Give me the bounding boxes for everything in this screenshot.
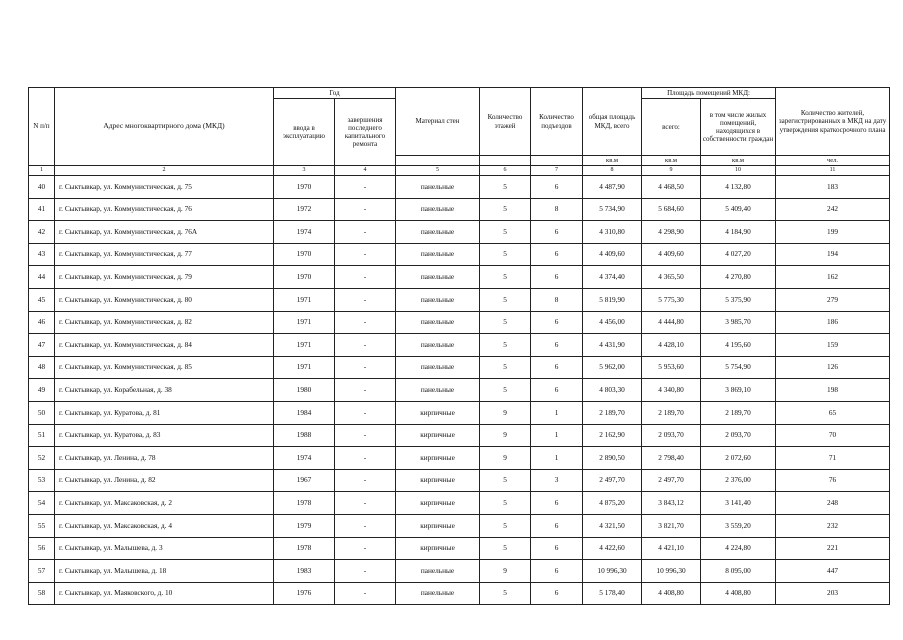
table-row — [29, 537, 890, 560]
cell-entrances: 1 — [531, 401, 583, 424]
table-row — [29, 221, 890, 244]
cell-wall-material: панельные — [396, 221, 480, 244]
cell-row-number: 51 — [29, 424, 55, 447]
cell-floors: 5 — [480, 334, 531, 357]
cell-entrances: 6 — [531, 221, 583, 244]
cell-year-commission: 1972 — [274, 198, 335, 221]
cell-total-area: 4 803,30 — [583, 379, 642, 402]
cell-premises-residential: 4 132,80 — [701, 176, 776, 199]
unit-cell — [480, 156, 531, 166]
table-row — [29, 243, 890, 266]
header-num: N п/п — [29, 88, 55, 166]
header-wall-material: Материал стен — [396, 88, 480, 156]
cell-premises-residential: 4 027,20 — [701, 243, 776, 266]
cell-row-number: 52 — [29, 447, 55, 470]
cell-premises-total: 2 189,70 — [642, 401, 701, 424]
cell-premises-residential: 5 754,90 — [701, 356, 776, 379]
cell-floors: 5 — [480, 243, 531, 266]
cell-row-number: 58 — [29, 582, 55, 605]
cell-entrances: 6 — [531, 311, 583, 334]
cell-year-repair: - — [335, 582, 396, 605]
cell-floors: 5 — [480, 221, 531, 244]
cell-row-number: 55 — [29, 514, 55, 537]
cell-year-repair: - — [335, 514, 396, 537]
cell-address: г. Сыктывкар, ул. Маяковского, д. 10 — [55, 582, 274, 605]
cell-residents: 242 — [776, 198, 890, 221]
header-premises-residential: в том числе жилых помещений, находящихся в собственности граждан — [701, 99, 776, 156]
header-floors: Количество этажей — [480, 88, 531, 156]
header-entrances: Количество подъездов — [531, 88, 583, 156]
cell-address: г. Сыктывкар, ул. Коммунистическая, д. 82 — [55, 311, 274, 334]
cell-premises-total: 10 996,30 — [642, 560, 701, 583]
unit-premises-total: кв.м — [642, 156, 701, 166]
unit-total-area: кв.м — [583, 156, 642, 166]
cell-premises-residential: 2 189,70 — [701, 401, 776, 424]
cell-floors: 5 — [480, 582, 531, 605]
cell-total-area: 2 162,90 — [583, 424, 642, 447]
unit-cell — [396, 156, 480, 166]
table-row — [29, 356, 890, 379]
cell-floors: 9 — [480, 560, 531, 583]
cell-entrances: 8 — [531, 288, 583, 311]
cell-premises-residential: 5 409,40 — [701, 198, 776, 221]
cell-floors: 5 — [480, 492, 531, 515]
cell-total-area: 2 890,50 — [583, 447, 642, 470]
cell-year-commission: 1971 — [274, 334, 335, 357]
column-number: 2 — [55, 166, 274, 176]
cell-total-area: 4 422,60 — [583, 537, 642, 560]
cell-year-repair: - — [335, 356, 396, 379]
cell-year-repair: - — [335, 334, 396, 357]
cell-year-commission: 1974 — [274, 447, 335, 470]
cell-wall-material: панельные — [396, 266, 480, 289]
cell-row-number: 44 — [29, 266, 55, 289]
cell-entrances: 6 — [531, 537, 583, 560]
cell-year-repair: - — [335, 492, 396, 515]
table-row — [29, 311, 890, 334]
column-number: 1 — [29, 166, 55, 176]
cell-year-repair: - — [335, 469, 396, 492]
cell-address: г. Сыктывкар, ул. Максаковская, д. 2 — [55, 492, 274, 515]
cell-row-number: 41 — [29, 198, 55, 221]
cell-floors: 5 — [480, 198, 531, 221]
unit-residents: чел. — [776, 156, 890, 166]
table-row — [29, 401, 890, 424]
table-row — [29, 198, 890, 221]
cell-total-area: 10 996,30 — [583, 560, 642, 583]
cell-entrances: 6 — [531, 266, 583, 289]
header-address: Адрес многоквартирного дома (МКД) — [55, 88, 274, 166]
cell-wall-material: панельные — [396, 560, 480, 583]
cell-floors: 5 — [480, 266, 531, 289]
cell-row-number: 56 — [29, 537, 55, 560]
cell-entrances: 6 — [531, 379, 583, 402]
cell-total-area: 4 487,90 — [583, 176, 642, 199]
cell-premises-total: 2 093,70 — [642, 424, 701, 447]
apartment-buildings-table — [28, 87, 890, 605]
cell-year-repair: - — [335, 221, 396, 244]
cell-address: г. Сыктывкар, ул. Куратова, д. 81 — [55, 401, 274, 424]
table-row — [29, 266, 890, 289]
cell-floors: 5 — [480, 176, 531, 199]
table-row — [29, 492, 890, 515]
header-year-repair: завершения последнего капитального ремонта — [335, 99, 396, 166]
cell-wall-material: кирпичные — [396, 514, 480, 537]
cell-residents: 194 — [776, 243, 890, 266]
cell-address: г. Сыктывкар, ул. Коммунистическая, д. 77 — [55, 243, 274, 266]
cell-residents: 159 — [776, 334, 890, 357]
cell-wall-material: кирпичные — [396, 424, 480, 447]
cell-address: г. Сыктывкар, ул. Коммунистическая, д. 80 — [55, 288, 274, 311]
cell-row-number: 49 — [29, 379, 55, 402]
cell-premises-residential: 8 095,00 — [701, 560, 776, 583]
cell-year-commission: 1971 — [274, 356, 335, 379]
cell-entrances: 6 — [531, 514, 583, 537]
table-row — [29, 582, 890, 605]
cell-total-area: 4 321,50 — [583, 514, 642, 537]
cell-residents: 183 — [776, 176, 890, 199]
cell-year-commission: 1978 — [274, 492, 335, 515]
cell-wall-material: кирпичные — [396, 492, 480, 515]
cell-entrances: 6 — [531, 334, 583, 357]
cell-address: г. Сыктывкар, ул. Куратова, д. 83 — [55, 424, 274, 447]
cell-address: г. Сыктывкар, ул. Коммунистическая, д. 84 — [55, 334, 274, 357]
cell-entrances: 6 — [531, 582, 583, 605]
cell-premises-residential: 5 375,90 — [701, 288, 776, 311]
cell-total-area: 5 962,00 — [583, 356, 642, 379]
cell-premises-residential: 2 376,00 — [701, 469, 776, 492]
cell-year-commission: 1970 — [274, 176, 335, 199]
cell-year-commission: 1983 — [274, 560, 335, 583]
cell-residents: 71 — [776, 447, 890, 470]
cell-year-repair: - — [335, 198, 396, 221]
table-row — [29, 447, 890, 470]
cell-premises-total: 3 843,12 — [642, 492, 701, 515]
cell-total-area: 4 875,20 — [583, 492, 642, 515]
cell-year-commission: 1978 — [274, 537, 335, 560]
cell-year-commission: 1984 — [274, 401, 335, 424]
cell-residents: 126 — [776, 356, 890, 379]
cell-residents: 76 — [776, 469, 890, 492]
cell-residents: 199 — [776, 221, 890, 244]
cell-wall-material: кирпичные — [396, 537, 480, 560]
cell-year-commission: 1979 — [274, 514, 335, 537]
cell-year-repair: - — [335, 311, 396, 334]
cell-wall-material: панельные — [396, 379, 480, 402]
cell-row-number: 53 — [29, 469, 55, 492]
cell-year-commission: 1988 — [274, 424, 335, 447]
cell-total-area: 2 189,70 — [583, 401, 642, 424]
cell-year-commission: 1970 — [274, 243, 335, 266]
cell-premises-total: 4 444,80 — [642, 311, 701, 334]
column-number: 7 — [531, 166, 583, 176]
cell-address: г. Сыктывкар, ул. Ленина, д. 78 — [55, 447, 274, 470]
cell-premises-total: 5 775,30 — [642, 288, 701, 311]
cell-row-number: 46 — [29, 311, 55, 334]
cell-total-area: 4 310,80 — [583, 221, 642, 244]
cell-entrances: 6 — [531, 176, 583, 199]
cell-premises-total: 5 684,60 — [642, 198, 701, 221]
cell-wall-material: панельные — [396, 334, 480, 357]
cell-year-repair: - — [335, 447, 396, 470]
cell-address: г. Сыктывкар, ул. Максаковская, д. 4 — [55, 514, 274, 537]
table-row — [29, 176, 890, 199]
cell-residents: 232 — [776, 514, 890, 537]
cell-address: г. Сыктывкар, ул. Малышева, д. 18 — [55, 560, 274, 583]
column-number: 5 — [396, 166, 480, 176]
cell-residents: 186 — [776, 311, 890, 334]
cell-wall-material: панельные — [396, 582, 480, 605]
column-number: 3 — [274, 166, 335, 176]
cell-premises-residential: 4 224,80 — [701, 537, 776, 560]
cell-total-area: 4 409,60 — [583, 243, 642, 266]
column-number: 6 — [480, 166, 531, 176]
cell-floors: 5 — [480, 288, 531, 311]
unit-premises-residential: кв.м — [701, 156, 776, 166]
cell-total-area: 2 497,70 — [583, 469, 642, 492]
cell-premises-residential: 2 093,70 — [701, 424, 776, 447]
cell-year-repair: - — [335, 266, 396, 289]
cell-floors: 5 — [480, 379, 531, 402]
cell-premises-residential: 3 869,10 — [701, 379, 776, 402]
cell-row-number: 45 — [29, 288, 55, 311]
cell-premises-total: 4 408,80 — [642, 582, 701, 605]
cell-row-number: 47 — [29, 334, 55, 357]
table-row — [29, 334, 890, 357]
column-number: 11 — [776, 166, 890, 176]
cell-wall-material: панельные — [396, 311, 480, 334]
header-year-commission: ввода в эксплуатацию — [274, 99, 335, 166]
cell-floors: 5 — [480, 514, 531, 537]
table-row — [29, 424, 890, 447]
table-row — [29, 469, 890, 492]
cell-row-number: 57 — [29, 560, 55, 583]
table-row — [29, 560, 890, 583]
cell-premises-residential: 3 985,70 — [701, 311, 776, 334]
cell-year-commission: 1971 — [274, 311, 335, 334]
cell-total-area: 5 819,90 — [583, 288, 642, 311]
cell-entrances: 6 — [531, 356, 583, 379]
cell-residents: 221 — [776, 537, 890, 560]
cell-premises-total: 2 497,70 — [642, 469, 701, 492]
cell-residents: 162 — [776, 266, 890, 289]
cell-wall-material: панельные — [396, 198, 480, 221]
cell-row-number: 48 — [29, 356, 55, 379]
header-year-group: Год — [274, 88, 396, 99]
cell-address: г. Сыктывкар, ул. Коммунистическая, д. 76 — [55, 198, 274, 221]
cell-residents: 248 — [776, 492, 890, 515]
cell-year-repair: - — [335, 560, 396, 583]
cell-premises-residential: 4 184,90 — [701, 221, 776, 244]
cell-year-commission: 1970 — [274, 266, 335, 289]
cell-premises-total: 4 298,90 — [642, 221, 701, 244]
column-number: 9 — [642, 166, 701, 176]
cell-year-commission: 1976 — [274, 582, 335, 605]
cell-premises-total: 4 421,10 — [642, 537, 701, 560]
cell-total-area: 4 456,00 — [583, 311, 642, 334]
cell-residents: 447 — [776, 560, 890, 583]
column-number: 4 — [335, 166, 396, 176]
cell-premises-residential: 4 408,80 — [701, 582, 776, 605]
cell-row-number: 40 — [29, 176, 55, 199]
cell-year-repair: - — [335, 537, 396, 560]
cell-total-area: 4 431,90 — [583, 334, 642, 357]
cell-premises-total: 4 468,50 — [642, 176, 701, 199]
cell-year-commission: 1971 — [274, 288, 335, 311]
cell-address: г. Сыктывкар, ул. Коммунистическая, д. 85 — [55, 356, 274, 379]
table-row — [29, 288, 890, 311]
cell-year-repair: - — [335, 243, 396, 266]
cell-premises-residential: 3 559,20 — [701, 514, 776, 537]
cell-wall-material: кирпичные — [396, 447, 480, 470]
cell-row-number: 42 — [29, 221, 55, 244]
cell-address: г. Сыктывкар, ул. Малышева, д. 3 — [55, 537, 274, 560]
cell-residents: 279 — [776, 288, 890, 311]
cell-wall-material: панельные — [396, 243, 480, 266]
cell-premises-total: 3 821,70 — [642, 514, 701, 537]
cell-floors: 9 — [480, 424, 531, 447]
cell-total-area: 5 734,90 — [583, 198, 642, 221]
cell-premises-total: 4 428,10 — [642, 334, 701, 357]
cell-wall-material: панельные — [396, 288, 480, 311]
cell-wall-material: панельные — [396, 176, 480, 199]
cell-floors: 5 — [480, 537, 531, 560]
cell-entrances: 6 — [531, 492, 583, 515]
cell-floors: 5 — [480, 356, 531, 379]
cell-address: г. Сыктывкар, ул. Ленина, д. 82 — [55, 469, 274, 492]
cell-entrances: 6 — [531, 243, 583, 266]
cell-wall-material: кирпичные — [396, 401, 480, 424]
table-body — [29, 176, 890, 605]
cell-wall-material: панельные — [396, 356, 480, 379]
cell-year-repair: - — [335, 379, 396, 402]
cell-premises-total: 5 953,60 — [642, 356, 701, 379]
cell-premises-total: 4 340,80 — [642, 379, 701, 402]
cell-residents: 65 — [776, 401, 890, 424]
housing-table-sheet — [28, 87, 889, 605]
cell-floors: 9 — [480, 401, 531, 424]
cell-year-commission: 1980 — [274, 379, 335, 402]
cell-year-commission: 1967 — [274, 469, 335, 492]
table-row — [29, 379, 890, 402]
cell-entrances: 3 — [531, 469, 583, 492]
cell-premises-residential: 4 270,80 — [701, 266, 776, 289]
table-row — [29, 514, 890, 537]
cell-residents: 203 — [776, 582, 890, 605]
cell-address: г. Сыктывкар, ул. Коммунистическая, д. 76А — [55, 221, 274, 244]
cell-row-number: 54 — [29, 492, 55, 515]
cell-residents: 198 — [776, 379, 890, 402]
cell-floors: 9 — [480, 447, 531, 470]
column-number: 8 — [583, 166, 642, 176]
cell-total-area: 5 178,40 — [583, 582, 642, 605]
cell-premises-total: 4 409,60 — [642, 243, 701, 266]
cell-address: г. Сыктывкар, ул. Коммунистическая, д. 75 — [55, 176, 274, 199]
cell-premises-residential: 2 072,60 — [701, 447, 776, 470]
column-number: 10 — [701, 166, 776, 176]
cell-address: г. Сыктывкар, ул. Коммунистическая, д. 79 — [55, 266, 274, 289]
header-premises-group: Площадь помещений МКД: — [642, 88, 776, 99]
cell-premises-total: 4 365,50 — [642, 266, 701, 289]
cell-year-repair: - — [335, 288, 396, 311]
cell-address: г. Сыктывкар, ул. Корабельная, д. 38 — [55, 379, 274, 402]
cell-row-number: 50 — [29, 401, 55, 424]
cell-total-area: 4 374,40 — [583, 266, 642, 289]
cell-year-repair: - — [335, 424, 396, 447]
unit-cell — [531, 156, 583, 166]
cell-floors: 5 — [480, 469, 531, 492]
cell-residents: 70 — [776, 424, 890, 447]
cell-entrances: 1 — [531, 447, 583, 470]
cell-entrances: 8 — [531, 198, 583, 221]
cell-premises-residential: 4 195,60 — [701, 334, 776, 357]
cell-row-number: 43 — [29, 243, 55, 266]
cell-wall-material: кирпичные — [396, 469, 480, 492]
cell-year-commission: 1974 — [274, 221, 335, 244]
header-premises-total: всего: — [642, 99, 701, 156]
cell-entrances: 6 — [531, 560, 583, 583]
cell-year-repair: - — [335, 401, 396, 424]
cell-premises-residential: 3 141,40 — [701, 492, 776, 515]
cell-entrances: 1 — [531, 424, 583, 447]
cell-floors: 5 — [480, 311, 531, 334]
header-total-area: общая площадь МКД, всего — [583, 88, 642, 156]
cell-year-repair: - — [335, 176, 396, 199]
cell-premises-total: 2 798,40 — [642, 447, 701, 470]
header-residents: Количество жителей, зарегистрированных в МКД на дату утверждения краткосрочного плана — [776, 88, 890, 156]
